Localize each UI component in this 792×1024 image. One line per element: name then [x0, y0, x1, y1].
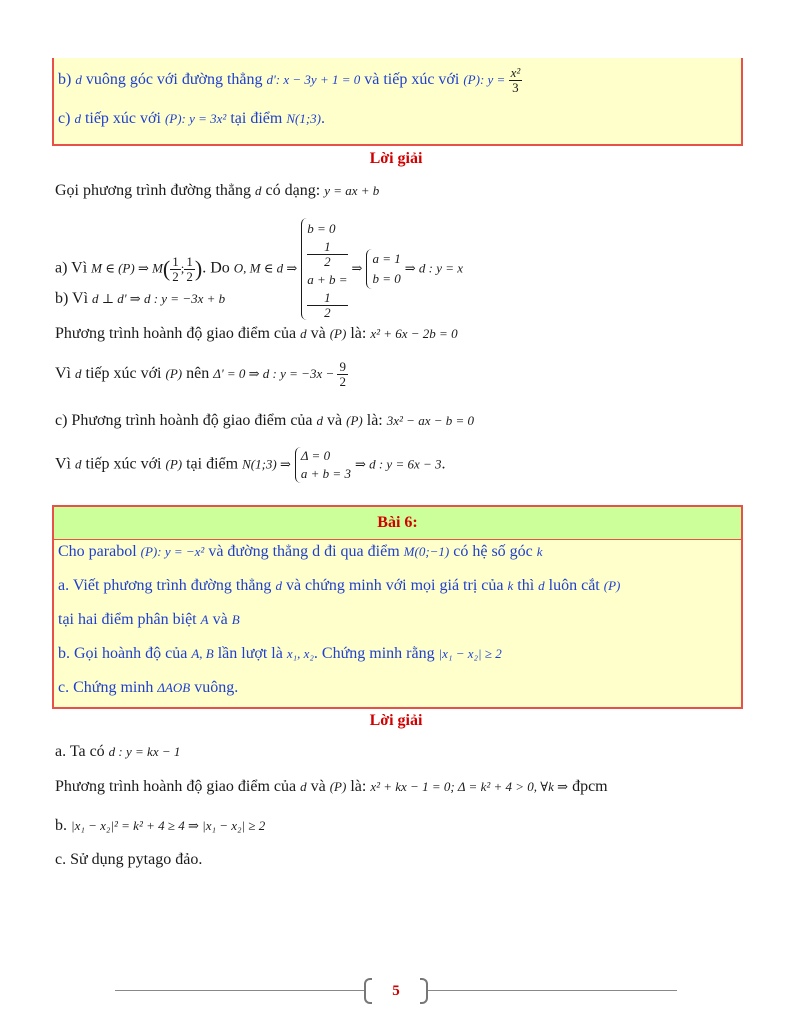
footer-rule-right	[428, 990, 677, 991]
solution2-part-c: c. Sử dụng pytago đảo.	[55, 851, 203, 868]
solution2-part-a: a. Ta có d : y = kx − 1	[55, 743, 181, 760]
footer-rule-left	[115, 990, 364, 991]
solution-part-b-1: b) Vì d ⊥ d' ⇒ d : y = −3x + b	[55, 290, 226, 307]
exercise-box-continued	[52, 58, 743, 146]
solution2-part-a-2: Phương trình hoành độ giao điểm của d và (P) là: x² + kx − 1 = 0; Δ = k² + 4 > 0, ∀k ⇒ đpcm	[55, 778, 608, 795]
exercise-6-part-b: b. Gọi hoành độ của A, B lần lượt là x₁, x₂. Chứng minh rằng |x₁ − x₂| ≥ 2	[58, 645, 502, 662]
solution2-part-b: b. |x₁ − x₂|² = k² + 4 ≥ 4 ⇒ |x₁ − x₂| ≥ 2	[55, 817, 266, 834]
part-c-line: c) d tiếp xúc với (P): y = 3x² tại điểm N(1;3).	[58, 110, 325, 127]
solution-heading-1: Lời giải	[369, 150, 423, 167]
solution-part-b-2: Phương trình hoành độ giao điểm của d và (P) là: x² + 6x − 2b = 0	[55, 325, 458, 342]
page-number: 5	[392, 983, 400, 999]
solution-heading-2: Lời giải	[369, 712, 423, 729]
solution-intro: Gọi phương trình đường thẳng d có dạng: y = ax + b	[55, 182, 380, 199]
exercise-6-part-a: a. Viết phương trình đường thẳng d và chứng minh với mọi giá trị của k thì d luôn cắt (P)	[58, 577, 621, 594]
solution-part-c-1: c) Phương trình hoành độ giao điểm của d và (P) là: 3x² − ax − b = 0	[55, 412, 475, 429]
exercise-6-statement: Cho parabol (P): y = −x² và đường thẳng d đi qua điểm M(0;−1) có hệ số góc k	[58, 543, 543, 560]
exercise-6-part-a-cont: tại hai điểm phân biệt A và B	[58, 611, 240, 628]
exercise-6-part-c: c. Chứng minh ΔAOB vuông.	[58, 679, 239, 696]
solution-part-b-3: Vì d tiếp xúc với (P) nên Δ' = 0 ⇒ d : y = −3x − $\frac{9}{2}$	[55, 359, 346, 389]
exercise-6-title: Bài 6:	[54, 507, 741, 540]
exercise-6-box	[52, 505, 743, 709]
solution-part-a: a) Vì M ∈ (P) ⇒ M( $\frac{1}{2}$ ; $\frac{1}{2}$ ). Do O, M ∈ d ⇒ b = 0 1 2 a + b = 1 2 ⇒ a = 1 b = 0 ⇒ d : y = x	[55, 218, 463, 320]
part-b-line: b) d vuông góc với đường thẳng d': x − 3y + 1 = 0 và tiếp xúc với (P): y = $\frac{\text{x²}}{3}$	[58, 65, 521, 95]
solution-part-c-2: Vì d tiếp xúc với (P) tại điểm N(1;3) ⇒ Δ = 0 a + b = 3 ⇒ d : y = 6x − 3.	[55, 448, 446, 481]
